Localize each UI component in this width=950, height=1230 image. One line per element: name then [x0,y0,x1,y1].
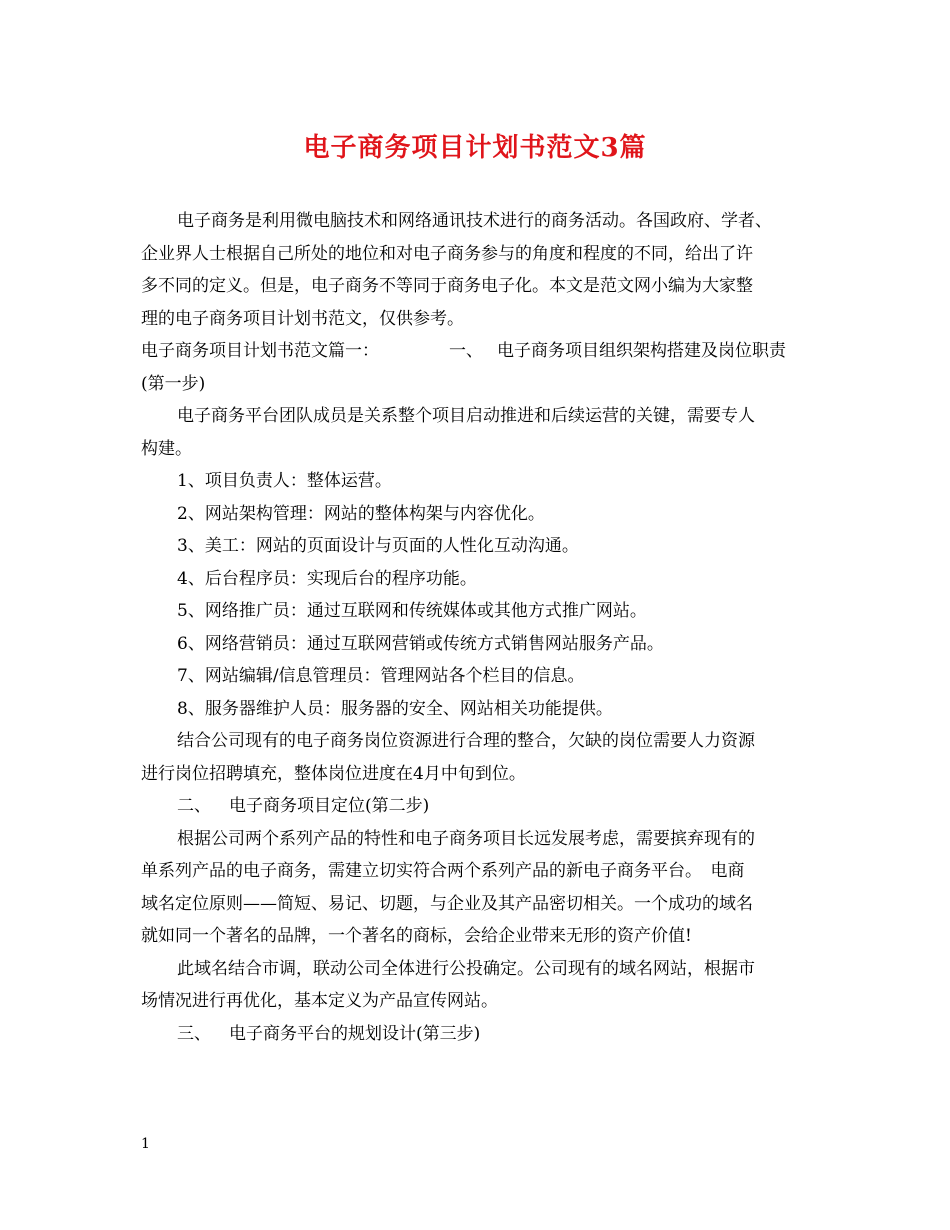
team-paragraph-line: 电子商务平台团队成员是关系整个项目启动推进和后续运营的关键，需要专人 [177,406,755,426]
domain-paragraph-line: 场情况进行再优化，基本定义为产品宣传网站。 [141,991,498,1011]
role-item: 7、网站编辑/信息管理员：管理网站各个栏目的信息。 [177,666,585,686]
positioning-paragraph-line: 根据公司两个系列产品的特性和电子商务项目长远发展考虑，需要摈弃现有的 [177,828,755,849]
section-title: 电子商务项目定位(第二步) [229,796,430,816]
role-item: 3、美工：网站的页面设计与页面的人性化互动沟通。 [177,536,579,556]
intro-line: 多不同的定义。但是，电子商务不等同于商务电子化。本文是范文网小编为大家整 [141,276,753,296]
intro-line: 电子商务是利用微电脑技术和网络通讯技术进行的商务活动。各国政府、学者、 [177,211,772,231]
section-number: 二、 [177,796,211,816]
domain-paragraph-line: 此域名结合市调，联动公司全体进行公投确定。公司现有的域名网站，根据市 [177,958,755,979]
document-title: 电子商务项目计划书范文3篇 [303,133,647,163]
positioning-paragraph-line: 就如同一个著名的品牌，一个著名的商标，会给企业带来无形的资产价值! [141,926,692,946]
role-item: 1、项目负责人：整体运营。 [177,471,392,491]
role-item: 2、网站架构管理：网站的整体构架与内容优化。 [177,503,545,524]
article-title: 电子商务项目计划书范文篇一： [141,341,379,361]
document-body [141,205,836,1050]
role-item: 6、网络营销员：通过互联网营销或传统方式销售网站服务产品。 [177,633,664,654]
intro-line: 理的电子商务项目计划书范文，仅供参考。 [141,308,464,329]
section-heading [141,1018,836,1051]
section-number: 一、 [449,341,483,361]
positioning-paragraph-line: 域名定位原则——简短、易记、切题，与企业及其产品密切相关。一个成功的域名 [141,893,753,914]
section-title: 电子商务项目组织架构搭建及岗位职责 [497,341,786,361]
role-item: 4、后台程序员：实现后台的程序功能。 [177,568,477,589]
section-heading [141,790,836,823]
team-paragraph-line: 构建。 [141,438,192,459]
role-item: 8、服务器维护人员：服务器的安全、网站相关功能提供。 [177,698,613,719]
combine-paragraph-line: 进行岗位招聘填充，整体岗位进度在4月中旬到位。 [141,763,526,784]
section-number: 三、 [177,1023,211,1044]
section-title: 电子商务平台的规划设计(第三步) [229,1023,481,1044]
positioning-paragraph-line: 单系列产品的电子商务，需建立切实符合两个系列产品的新电子商务平台。 电商 [141,861,745,881]
article-heading-line [141,335,836,368]
section-step: (第一步) [141,373,206,394]
role-item: 5、网络推广员：通过互联网和传统媒体或其他方式推广网站。 [177,601,647,621]
page-number: 1 [141,1136,150,1152]
combine-paragraph-line: 结合公司现有的电子商务岗位资源进行合理的整合，欠缺的岗位需要人力资源 [177,731,755,751]
intro-line: 企业界人士根据自己所处的地位和对电子商务参与的角度和程度的不同，给出了许 [141,243,753,264]
